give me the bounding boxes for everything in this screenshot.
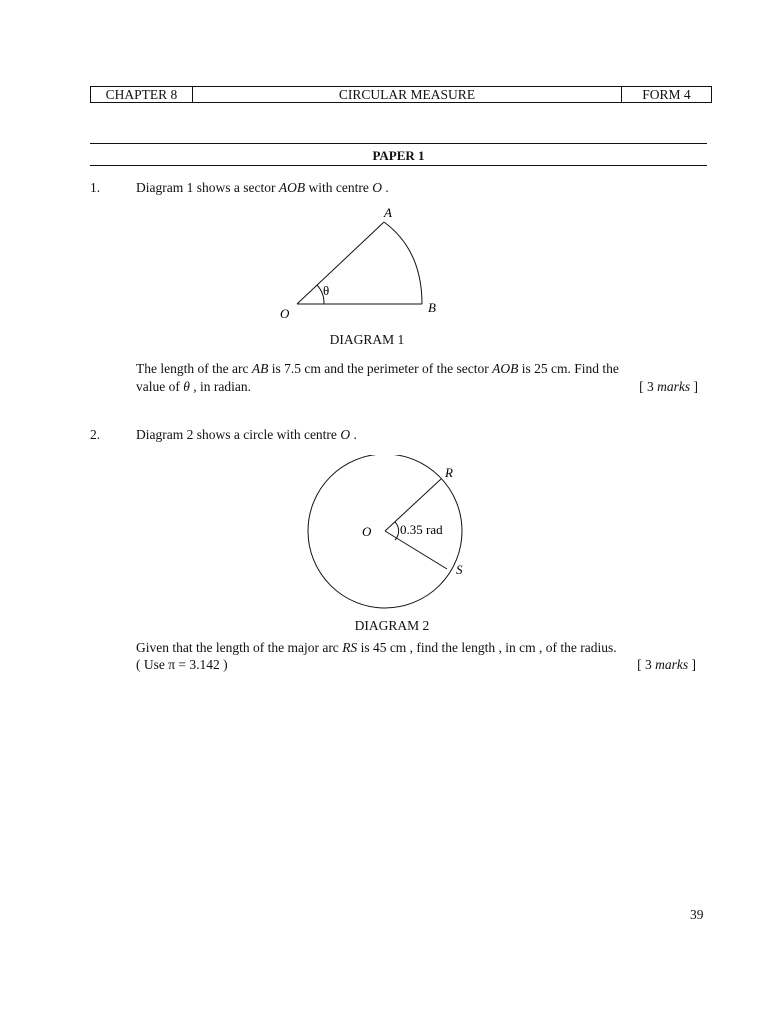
- question-2-number: 2.: [90, 427, 101, 442]
- diagram-2-circle: [300, 455, 480, 615]
- paper-title: PAPER 1: [372, 148, 425, 163]
- radius-oa: [297, 222, 384, 304]
- header-topic: CIRCULAR MEASURE: [193, 87, 622, 102]
- question-1-line-1: The length of the arc AB is 7.5 cm and the perimeter of the sector AOB is 25 cm. Find the: [136, 361, 619, 376]
- label-r: R: [445, 465, 453, 480]
- header-form: FORM 4: [642, 86, 691, 102]
- question-1-intro: Diagram 1 shows a sector AOB with centre O .: [136, 180, 389, 195]
- chapter-header: [90, 86, 712, 103]
- question-1-number: 1.: [90, 180, 101, 195]
- top-rule: [90, 143, 707, 144]
- label-s: S: [456, 562, 463, 577]
- question-2-intro: Diagram 2 shows a circle with centre O .: [136, 427, 357, 442]
- question-1-marks: [ 3 marks ]: [639, 379, 698, 394]
- bottom-rule: [90, 165, 707, 166]
- label-b: B: [428, 300, 436, 315]
- diagram-2-caption: DIAGRAM 2: [354, 618, 430, 633]
- label-angle: 0.35 rad: [400, 522, 443, 537]
- header-chapter: CHAPTER 8: [91, 87, 193, 102]
- label-theta: θ: [323, 283, 330, 298]
- label-o: O: [362, 524, 372, 539]
- question-2-line-2: ( Use π = 3.142 ): [136, 657, 228, 672]
- diagram-1-caption: DIAGRAM 1: [329, 332, 405, 347]
- diagram-1-sector: [270, 200, 450, 325]
- page-number: 39: [690, 907, 704, 922]
- question-2-line-1: Given that the length of the major arc RS is 45 cm , find the length , in cm , of the radius.: [136, 640, 617, 655]
- question-1-line-2: value of θ , in radian.: [136, 379, 251, 394]
- question-2-marks: [ 3 marks ]: [637, 657, 696, 672]
- label-a: A: [384, 205, 392, 220]
- arc-ab: [384, 222, 422, 304]
- label-o: O: [280, 306, 290, 321]
